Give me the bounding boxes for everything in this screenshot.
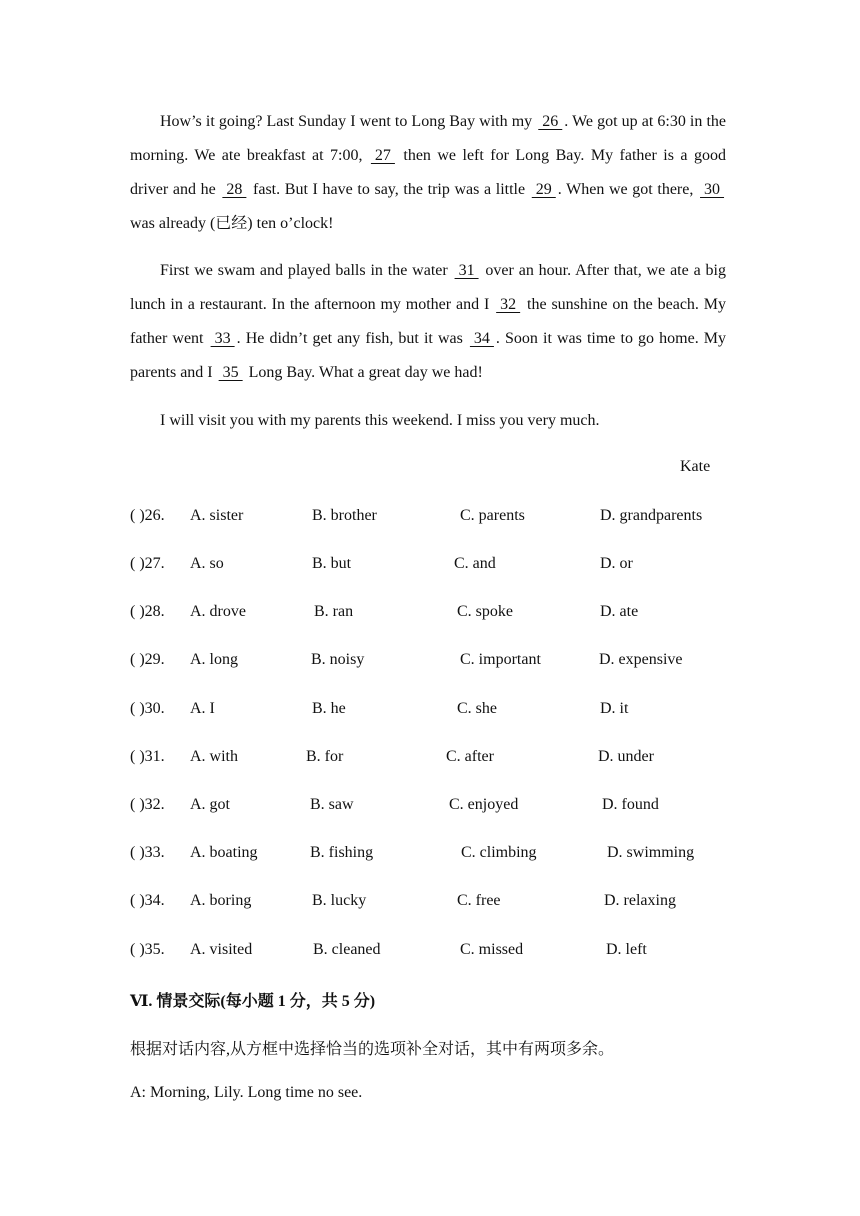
option-b: B. but [312,555,352,572]
option-a: A. boating [190,844,258,861]
option-b: B. brother [312,507,377,524]
question-number[interactable]: ( )32. [130,796,165,813]
option-c: C. enjoyed [449,796,519,813]
option-d: D. expensive [599,651,683,668]
option-c: C. parents [460,507,525,524]
question-number[interactable]: ( )30. [130,700,165,717]
option-a: A. long [190,651,238,668]
question-number[interactable]: ( )34. [130,892,165,909]
option-d: D. or [600,555,633,572]
blank-32: 32 [496,296,521,313]
option-c: C. free [457,892,501,909]
blank-35: 35 [218,364,243,381]
blank-28: 28 [222,181,247,198]
option-c: C. missed [460,941,524,958]
blank-30: 30 [700,181,725,198]
option-d: D. it [600,700,629,717]
question-number[interactable]: ( )29. [130,651,165,668]
option-d: D. left [606,941,647,958]
question-number[interactable]: ( )27. [130,555,165,572]
option-c: C. climbing [461,844,537,861]
option-a: A. sister [190,507,244,524]
blank-29: 29 [531,181,556,198]
question-number[interactable]: ( )28. [130,603,165,620]
option-c: C. important [460,651,541,668]
blank-31: 31 [454,262,479,279]
passage-paragraph-2: First we swam and played balls in the water 31 over an hour. After that, we ate a big lunch in a restaurant. In the afternoon my mother and I 32 the sunshine on the beach. My father went 33 . He didn’t get any fish, but it was 34 . Soon it was time to go home. My parents and I 35 Long Bay. What a great day we had! [130,254,726,390]
option-b: B. noisy [311,651,365,668]
option-b: B. he [312,700,346,717]
option-a: A. visited [190,941,253,958]
blank-27: 27 [370,147,395,164]
option-d: D. swimming [607,844,695,861]
option-b: B. fishing [310,844,374,861]
option-d: D. under [598,748,654,765]
question-number[interactable]: ( )26. [130,507,165,524]
dialog-line-1: A: Morning, Lily. Long time no see. [130,1084,363,1101]
option-a: A. boring [190,892,252,909]
option-a: A. with [190,748,238,765]
question-number[interactable]: ( )33. [130,844,165,861]
blank-33: 33 [210,330,235,347]
option-b: B. ran [314,603,354,620]
option-b: B. lucky [312,892,367,909]
question-number[interactable]: ( )31. [130,748,165,765]
option-c: C. and [454,555,496,572]
option-a: A. got [190,796,230,813]
section-6-instruction: 根据对话内容,从方框中选择恰当的选项补全对话，其中有两项多余。 [130,1041,615,1058]
option-d: D. grandparents [600,507,703,524]
letter-signature: Kate [680,458,711,475]
option-d: D. relaxing [604,892,676,909]
passage-paragraph-3: I will visit you with my parents this weekend. I miss you very much. [160,412,600,429]
option-c: C. spoke [457,603,513,620]
passage-paragraph-1: How’s it going? Last Sunday I went to Long Bay with my 26 . We got up at 6:30 in the morning. We ate breakfast at 7:00, 27 then we left for Long Bay. My father is a good driver and he 28 fast. But I have to say, the trip was a little 29 . When we got there, 30 was already (已经) ten o’clock! [130,105,726,241]
option-b: B. saw [310,796,354,813]
option-c: C. after [446,748,494,765]
option-a: A. so [190,555,224,572]
option-c: C. she [457,700,497,717]
question-number[interactable]: ( )35. [130,941,165,958]
option-b: B. for [306,748,344,765]
option-a: A. I [190,700,215,717]
option-a: A. drove [190,603,246,620]
option-d: D. ate [600,603,639,620]
blank-26: 26 [538,113,563,130]
blank-34: 34 [469,330,494,347]
option-d: D. found [602,796,659,813]
section-6-title: Ⅵ. 情景交际(每小题 1 分，共 5 分) [130,993,376,1010]
option-b: B. cleaned [313,941,381,958]
